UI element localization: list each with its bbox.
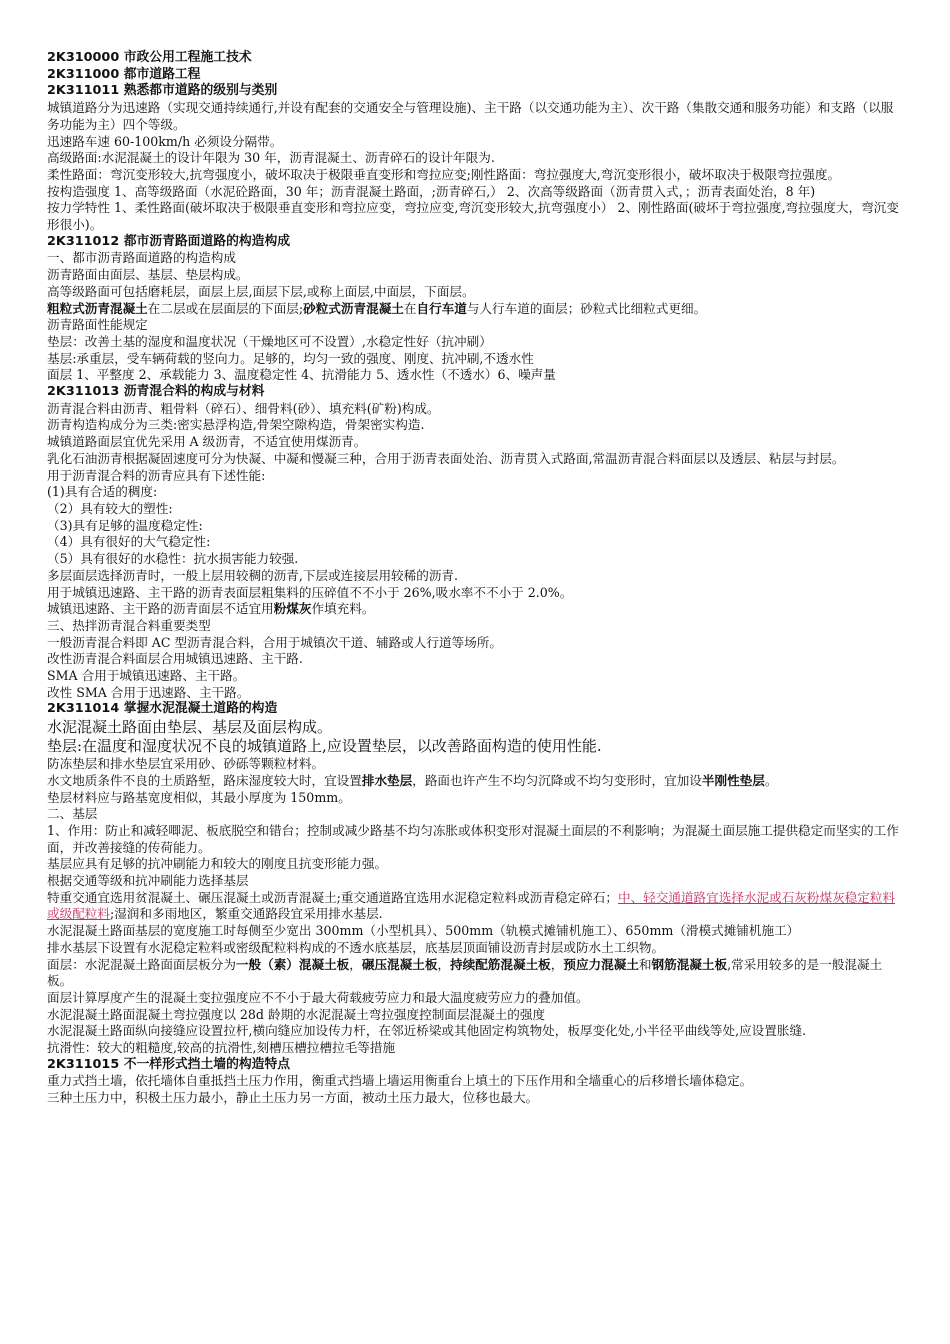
bold-text: 持续配筋混凝土板 [450, 956, 551, 972]
text-span: ，路面也许产生不均匀沉降或不均匀变形时，宜加设 [412, 772, 702, 788]
highlighted-text: 中、轻交通道路宜选择水泥或石灰粉煤灰稳定粒料或级配粒料 [47, 889, 896, 922]
paragraph [47, 134, 905, 151]
text-span: 二、基层 [47, 806, 98, 822]
text-span: 高级路面:水泥混凝土的设计年限为 30 年，沥青混凝土、沥青碎石的设计年限为. [47, 150, 495, 166]
bold-text: 预应力混凝土 [563, 956, 639, 972]
paragraph [47, 100, 905, 133]
text-span: 面层 1、平整度 2、承载能力 3、温度稳定性 4、抗滑能力 5、透水性（不透水）6、噪声量 [47, 367, 556, 383]
bold-text: 粉煤灰 [273, 601, 312, 617]
text-span: 用于城镇迅速路、主干路的沥青表面层粗集料的压碎值不不小于 26%,吸水率不不小于 2.0%。 [47, 584, 573, 600]
paragraph [47, 200, 905, 233]
text-span: (1)具有合适的稠度: [47, 484, 158, 500]
paragraph [47, 267, 905, 284]
text-span: 2K310000 市政公用工程施工技术 [47, 50, 252, 65]
paragraph [47, 873, 905, 890]
paragraph [47, 184, 905, 201]
text-span: 与人行车道的面层；砂粒式比细粒式更细。 [466, 300, 707, 316]
bold-text: 碾压混凝土板 [361, 956, 438, 972]
text-span: ;湿润和多雨地区，繁重交通路段宜采用排水基层. [109, 906, 383, 922]
paragraph [47, 468, 905, 485]
paragraph [47, 534, 905, 551]
paragraph [47, 1090, 905, 1107]
text-span: 改性 SMA 合用于迅速路、主干路。 [47, 684, 250, 700]
paragraph [47, 518, 905, 535]
text-span: 高等级路面可包括磨耗层，面层上层,面层下层,或称上面层,中面层，下面层。 [47, 283, 475, 299]
text-span: 2K311000 都市道路工程 [47, 66, 201, 82]
text-span: 2K311011 熟悉都市道路的级别与类别 [47, 83, 278, 99]
paragraph [47, 668, 905, 685]
paragraph [47, 484, 905, 501]
paragraph [47, 451, 905, 468]
text-span: 根据交通等级和抗冲刷能力选择基层 [47, 873, 249, 889]
text-span: 基层:承重层，受车辆荷载的竖向力。足够的，均匀一致的强度、刚度、抗冲刷,不透水性 [47, 350, 534, 366]
text-span: 2K311012 都市沥青路面道路的构造构成 [47, 233, 291, 249]
section-heading [47, 50, 905, 67]
paragraph [47, 367, 905, 384]
paragraph [47, 685, 905, 702]
paragraph [47, 568, 905, 585]
paragraph [47, 890, 905, 923]
paragraph [47, 601, 905, 618]
text-span: 1、作用：防止和减轻唧泥、板底脱空和错台；控制或减少路基不均匀冻胀或体积变形对混凝土面层的不利影响；为混凝土面层施工提供稳定而坚实的工作面，并改善接缝的传荷能力。 [47, 822, 899, 855]
text-span: 特重交通宜选用贫混凝土、碾压混凝土或沥青混凝土;重交通道路宜选用水泥稳定粒料或沥青稳定碎石； [47, 889, 618, 905]
text-span: 垫层：改善土基的湿度和温度状况（干燥地区可不设置）,水稳定性好（抗冲刷） [47, 333, 492, 349]
paragraph [47, 856, 905, 873]
paragraph [47, 1023, 905, 1040]
section-heading [47, 701, 905, 718]
paragraph [47, 773, 905, 790]
paragraph [47, 990, 905, 1007]
text-span: 水泥混凝土路面基层的宽度施工时每侧至少宽出 300mm（小型机具）、500mm（轨模式摊铺机施工）、650mm（滑模式摊铺机施工） [47, 923, 800, 939]
text-span: 和 [638, 956, 652, 972]
paragraph [47, 317, 905, 334]
paragraph [47, 651, 905, 668]
text-span: 在二层或在层面层的下面层; [147, 300, 304, 316]
section-heading [47, 384, 905, 401]
text-span: 2K311013 沥青混合料的构成与材料 [47, 384, 265, 400]
paragraph [47, 618, 905, 635]
text-span: 水泥混凝土路面混凝土弯拉强度以 28d 龄期的水泥混凝土弯拉强度控制面层混凝土的强度 [47, 1006, 546, 1022]
text-span: 。 [764, 772, 778, 788]
paragraph [47, 351, 905, 368]
section-heading [47, 1057, 905, 1074]
text-span: 在 [403, 300, 417, 316]
text-span: 面层：水泥混凝土路面面层板分为 [47, 956, 236, 972]
text-span: 一、都市沥青路面道路的构造构成 [47, 250, 236, 266]
bold-text: 砂粒式沥青混凝土 [303, 300, 404, 316]
text-span: （5）具有很好的水稳性：抗水损害能力较强. [47, 551, 299, 567]
paragraph [47, 334, 905, 351]
text-span: 沥青路面性能规定 [47, 317, 148, 333]
text-span: ， [349, 956, 362, 972]
text-span: 重力式挡土墙，依托墙体自重抵挡土压力作用，衡重式挡墙上墙运用衡重台上填土的下压作用和全墙重心的后移增长墙体稳定。 [47, 1073, 753, 1089]
text-span: 2K311015 不一样形式挡土墙的构造特点 [47, 1056, 291, 1072]
text-span: 2K311014 掌握水泥混凝土道路的构造 [47, 701, 278, 717]
bold-text: 一般（素）混凝土板 [235, 956, 350, 972]
paragraph [47, 718, 905, 737]
paragraph [47, 737, 905, 756]
text-span: ， [550, 956, 564, 972]
text-span: 改性沥青混合料面层合用城镇迅速路、主干路. [47, 651, 303, 667]
text-span: 沥青路面由面层、基层、垫层构成。 [47, 267, 249, 283]
paragraph [47, 1073, 905, 1090]
paragraph [47, 790, 905, 807]
bold-text: 自行车道 [416, 300, 467, 316]
section-heading [47, 67, 905, 84]
bold-text: 粗粒式沥青混凝土 [47, 300, 148, 316]
paragraph [47, 417, 905, 434]
paragraph [47, 756, 905, 773]
text-span: 一般沥青混合料即 AC 型沥青混合料，合用于城镇次干道、辅路或人行道等场所。 [47, 634, 502, 650]
text-span: ,常采用较多的是一般混凝土板。 [47, 956, 883, 989]
text-span: 排水基层下设置有水泥稳定粒料或密级配粒料构成的不透水底基层，底基层顶面铺设沥青封层或防水土工织物。 [47, 939, 665, 955]
text-span: 三、热拌沥青混合料重要类型 [47, 617, 211, 633]
paragraph [47, 806, 905, 823]
text-span: 抗滑性：较大的粗糙度,较高的抗滑性,刻槽压槽拉槽拉毛等措施 [47, 1040, 396, 1056]
paragraph [47, 1007, 905, 1024]
text-span: 乳化石油沥青根据凝固速度可分为快凝、中凝和慢凝三种，合用于沥青表面处治、沥青贯入式路面,常温沥青混合料面层以及透层、粘层与封层。 [47, 450, 845, 466]
text-span: 水泥混凝土路面纵向接缝应设置拉杆,横向缝应加设传力杆，在邻近桥梁或其他固定构筑物处，板厚变化处,小半径平曲线等处,应设置胀缝. [47, 1023, 807, 1039]
text-span: 三种土压力中，积极土压力最小，静止土压力另一方面，被动土压力最大，位移也最大。 [47, 1090, 539, 1106]
paragraph [47, 301, 905, 318]
text-span: 多层面层选择沥青时，一般上层用较稠的沥青,下层或连接层用较稀的沥青. [47, 567, 459, 583]
text-span: 用于沥青混合料的沥青应具有下述性能: [47, 467, 266, 483]
text-span: （3)具有足够的温度稳定性: [47, 517, 203, 533]
text-span: 作填充料。 [311, 601, 375, 617]
text-span: 基层应具有足够的抗冲刷能力和较大的刚度且抗变形能力强。 [47, 856, 388, 872]
bold-text: 半刚性垫层 [701, 772, 765, 788]
paragraph [47, 957, 905, 990]
paragraph [47, 250, 905, 267]
text-span: 垫层材料应与路基宽度相似，其最小厚度为 150mm。 [47, 789, 351, 805]
text-span: SMA 合用于城镇迅速路、主干路。 [47, 668, 246, 684]
text-span: 面层计算厚度产生的混凝土变拉强度应不不小于最大荷载疲劳应力和最大温度疲劳应力的叠加值。 [47, 989, 589, 1005]
paragraph [47, 635, 905, 652]
text-span: 迅速路车速 60-100km/h 必须设分隔带。 [47, 133, 283, 149]
paragraph [47, 923, 905, 940]
text-span: 沥青构造构成分为三类:密实悬浮构造,骨架空隙构造，骨架密实构造. [47, 417, 425, 433]
paragraph [47, 150, 905, 167]
paragraph [47, 167, 905, 184]
text-span: 垫层:在温度和湿度状况不良的城镇道路上,应设置垫层，以改善路面构造的使用性能. [47, 737, 602, 756]
paragraph [47, 585, 905, 602]
section-heading [47, 83, 905, 100]
text-span: 城镇道路面层宜优先采用 A 级沥青，不适宜使用煤沥青。 [47, 434, 367, 450]
paragraph [47, 401, 905, 418]
text-span: 城镇迅速路、主干路的沥青面层不适宜用 [47, 601, 274, 617]
paragraph [47, 434, 905, 451]
paragraph [47, 284, 905, 301]
text-span: （4）具有很好的大气稳定性: [47, 534, 211, 550]
paragraph [47, 501, 905, 518]
text-span: 沥青混合料由沥青、粗骨料（碎石）、细骨料(砂）、填充料(矿粉)构成。 [47, 400, 440, 416]
bold-text: 排水垫层 [361, 772, 413, 788]
paragraph [47, 1040, 905, 1057]
text-span: 柔性路面：弯沉变形较大,抗弯强度小，破坏取决于极限垂直变形和弯拉应变;刚性路面：弯拉强度大,弯沉变形很小，破坏取决于极限弯拉强度。 [47, 166, 841, 182]
paragraph [47, 940, 905, 957]
paragraph [47, 823, 905, 856]
text-span: 防冻垫层和排水垫层宜采用砂、砂砾等颗粒材料。 [47, 756, 325, 772]
text-span: 按力学特性 1、柔性路面(破坏取决于极限垂直变形和弯拉应变，弯拉应变,弯沉变形较大,抗弯强度小） 2、刚性路面(破坏于弯拉强度,弯拉强度大，弯沉变形很小)。 [47, 200, 899, 233]
text-span: 水文地质条件不良的土质路堑，路床湿度较大时，宜设置 [47, 772, 362, 788]
text-span: ， [437, 956, 450, 972]
document-body [47, 50, 905, 1107]
text-span: 按构造强度 1、高等级路面（水泥砼路面，30 年；沥青混凝土路面，;沥青碎石,） 2、次高等级路面（沥青贯入式，；沥青表面处治，8 年) [47, 183, 816, 199]
section-heading [47, 234, 905, 251]
paragraph [47, 551, 905, 568]
text-span: 城镇道路分为迅速路（实现交通持续通行,并设有配套的交通安全与管理设施)、主干路（以交通功能为主）、次干路（集散交通和服务功能）和支路（以服务功能为主）四个等级。 [47, 100, 894, 132]
text-span: 水泥混凝土路面由垫层、基层及面层构成。 [47, 718, 333, 737]
text-span: （2）具有较大的塑性: [47, 500, 173, 516]
bold-text: 钢筋混凝土板 [651, 956, 728, 972]
